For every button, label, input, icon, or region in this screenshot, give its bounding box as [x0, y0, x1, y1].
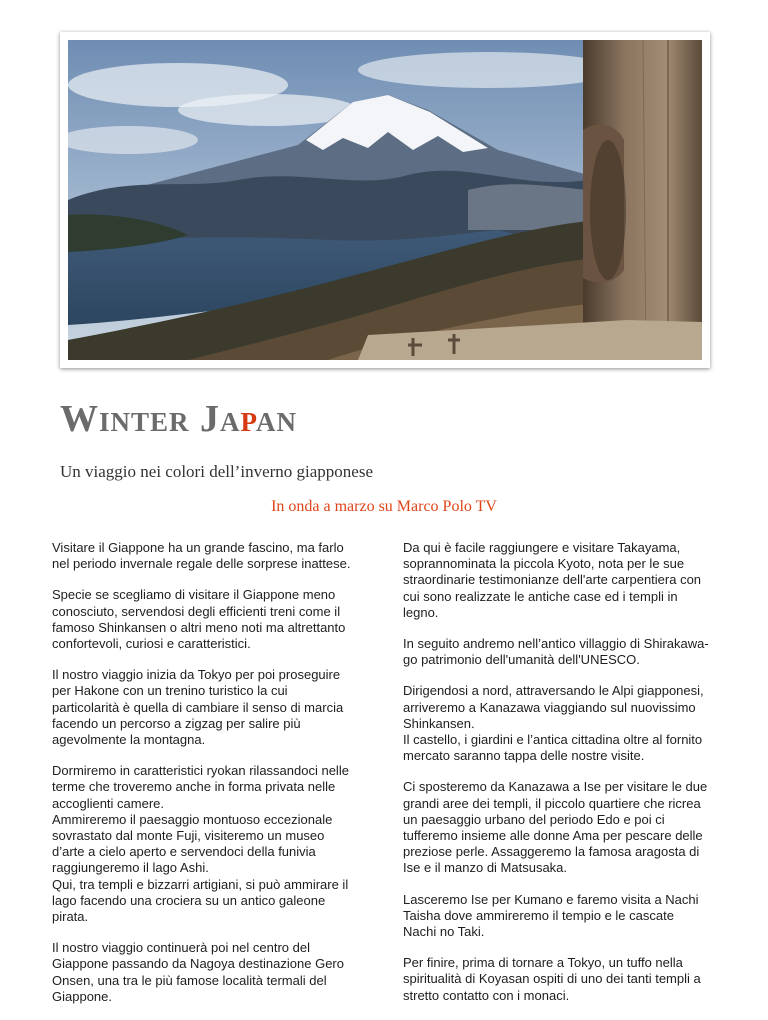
- left-column: [52, 540, 358, 1020]
- page-title: [60, 400, 297, 438]
- paragraph: Ci sposteremo da Kanazawa a Ise per visitare le due grandi aree dei templi, il piccolo quartiere che ricrea un paesaggio urbano del periodo Edo e poi ci tufferemo insieme alle donne Ama per pescare delle preziose perle. Assaggeremo la famosa aragosta di Ise e il manzo di Matsusaka.: [403, 779, 708, 876]
- paragraph: Dormiremo in caratteristici ryokan rilassandoci nelle terme che troveremo anche in forma privata nelle accoglienti camere. Ammireremo il paesaggio montuoso eccezionale sovrastato dal monte Fuji, visiteremo un museo d’arte a cielo aperto e servendoci della funivia raggiungeremo il lago Ashi. Qui, tra templi e bizzarri artigiani, si può ammirare il lago facendo una crociera su un antico galeone pirata.: [52, 763, 349, 925]
- paragraph: Specie se scegliamo di visitare il Giappone meno conosciuto, servendosi degli efficienti treni come il famoso Shinkansen o altri meno noti ma altrettanto confortevoli, curiosi e caratteristici.: [52, 587, 346, 652]
- paragraph: Dirigendosi a nord, attraversando le Alpi giapponesi, arriveremo a Kanazawa viaggiando sul nuovissimo Shinkansen. Il castello, i giardini e l’antica cittadina oltre al fornito mercato saranno tappa delle nostre visite.: [403, 683, 704, 764]
- title-text-end: an: [256, 398, 298, 440]
- paragraph: Il nostro viaggio continuerà poi nel centro del Giappone passando da Nagoya destinazione Gero Onsen, una tra le più famose località termali del Giappone.: [52, 940, 344, 1004]
- paragraph: In seguito andremo nell’antico villaggio di Shirakawa-go patrimonio dell'umanità dell'UNESCO.: [403, 636, 709, 668]
- mount-fuji-photo: [68, 40, 702, 360]
- paragraph: Visitare il Giappone ha un grande fascino, ma farlo nel periodo invernale regale delle sorprese inattese.: [52, 540, 351, 572]
- paragraph: Da qui è facile raggiungere e visitare Takayama, soprannominata la piccola Kyoto, nota per le sue straordinarie testimonianze dell'arte carpentiera con cui sono realizzate le antiche case ed i templi in legno.: [403, 540, 702, 620]
- airing-info: In onda a marzo su Marco Polo TV: [271, 498, 497, 515]
- title-accent-letter: p: [240, 398, 257, 440]
- paragraph: Per finire, prima di tornare a Tokyo, un tuffo nella spiritualità di Koyasan ospiti di uno dei tanti templi a stretto contatto con i monaci.: [403, 955, 701, 1003]
- landscape-illustration: [68, 40, 702, 360]
- title-text-start: Winter Ja: [60, 398, 241, 440]
- subtitle: Un viaggio nei colori dell’inverno giapponese: [60, 462, 373, 481]
- right-column: [403, 540, 709, 1019]
- photo-frame: [60, 32, 710, 368]
- paragraph: Lasceremo Ise per Kumano e faremo visita a Nachi Taisha dove ammireremo il tempio e le cascate Nachi no Taki.: [403, 891, 699, 940]
- paragraph: Il nostro viaggio inizia da Tokyo per poi proseguire per Hakone con un trenino turistico la cui particolarità è quella di cambiare il senso di marcia facendo un percorso a zigzag per salire più agevolmente la montagna.: [52, 667, 344, 748]
